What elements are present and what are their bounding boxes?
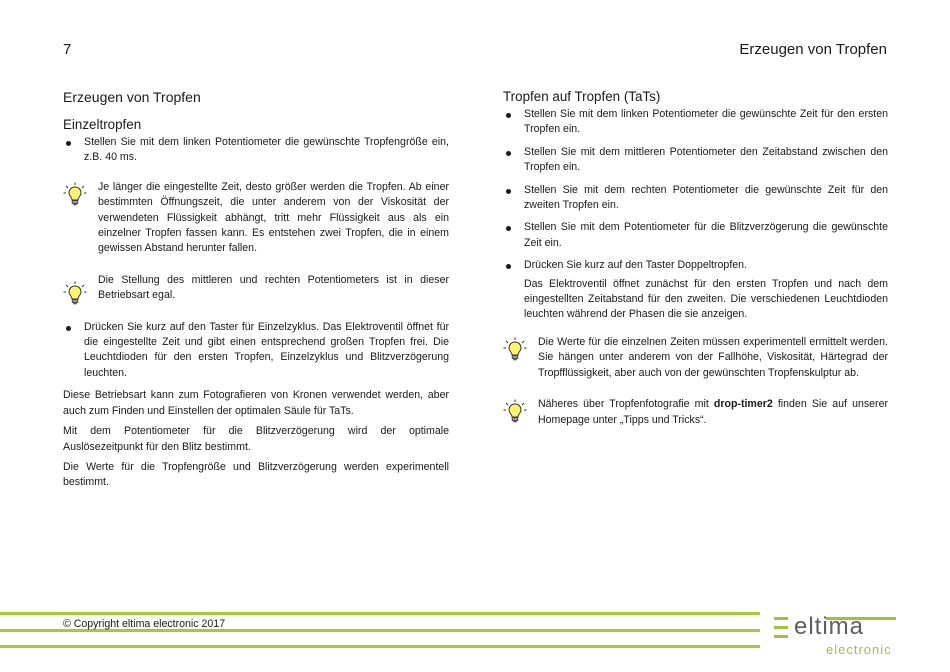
tip-text: Die Stellung des mittleren und rechten Potentiometers ist in dieser Betriebsart egal. <box>98 273 449 302</box>
page-number: 7 <box>63 41 72 58</box>
tip-box <box>503 397 888 428</box>
bullet-list <box>63 320 449 382</box>
tip-text: Näheres über Tropfenfotografie mit drop-timer2 finden Sie auf unserer Homepage unter „Tipps und Tricks“. <box>538 398 888 426</box>
tip-box <box>503 335 888 381</box>
tip-text: Je länger die eingestellte Zeit, desto größer werden die Tropfen. Ab einer bestimmten Öffnungszeit, die unter anderem von der Viskosität der verwendeten Flüssigkeit abhängt, tritt mehr Flüssigkeit aus als ein einzelner Tropfen fassen kann. Es entstehen zwei Tropfen, die in einem gewissen Abstand herunter fallen. <box>98 180 449 255</box>
tip-box <box>63 180 449 257</box>
lightbulb-icon <box>503 337 527 361</box>
product-name: drop-timer2 <box>713 398 773 411</box>
copyright-text: © Copyright eltima electronic 2017 <box>63 618 226 630</box>
bullet-list <box>63 135 449 166</box>
logo-wordmark: eltima <box>794 613 865 640</box>
subsection-heading-einzeltropfen: Einzeltropfen <box>63 117 142 132</box>
body-paragraph: Diese Betriebsart kann zum Fotografieren von Kronen verwendet werden, aber auch zum Finden und Einstellen der optimalen Säule für TaTs. <box>63 389 449 417</box>
list-item: Stellen Sie mit dem Potentiometer für die Blitzverzögerung die gewünschte Zeit ein. <box>503 220 888 251</box>
eltima-logo <box>774 613 904 662</box>
tip-box <box>63 273 449 304</box>
lightbulb-icon <box>503 399 527 423</box>
list-item: Drücken Sie kurz auf den Taster für Einzelzyklus. Das Elektroventil öffnet für die eingestellte Zeit und gibt einen entsprechend großen Tropfen frei. Die Leuchtdioden für den ersten Tropfen, Einzelzyklus und Blitzverzögerung leuchten. <box>63 320 449 382</box>
right-column <box>503 88 888 444</box>
list-item: Drücken Sie kurz auf den Taster Doppeltropfen. <box>503 258 888 273</box>
subsection-heading-tats: Tropfen auf Tropfen (TaTs) <box>503 89 661 104</box>
body-paragraph: Mit dem Potentiometer für die Blitzverzögerung wird der optimale Auslösezeitpunkt für den Blitz bestimmt. <box>63 425 449 453</box>
list-item: Stellen Sie mit dem rechten Potentiometer die gewünschte Zeit für den zweiten Tropfen ein. <box>503 183 888 214</box>
lightbulb-icon <box>63 281 87 305</box>
lightbulb-icon <box>63 182 87 206</box>
running-header-title: Erzeugen von Tropfen <box>739 41 887 58</box>
list-item: Stellen Sie mit dem mittleren Potentiometer den Zeitabstand zwischen den Tropfen ein. <box>503 145 888 176</box>
list-item: Stellen Sie mit dem linken Potentiometer die gewünschte Tropfengröße ein, z.B. 40 ms. <box>63 135 449 166</box>
list-item: Stellen Sie mit dem linken Potentiometer die gewünschte Zeit für den ersten Tropfen ein. <box>503 107 888 138</box>
body-paragraph: Das Elektroventil öffnet zunächst für den ersten Tropfen und nach dem eingestellten Zeitabstand für den zweiten. Die verschiedenen Leuchtdioden leuchten während der Phasen die sie anzeigen. <box>524 277 888 321</box>
tip-text: Die Werte für die einzelnen Zeiten müssen experimentell ermittelt werden. Sie hängen unter anderem von der Fallhöhe, Viskosität, Härtegrad der Tropfflüssigkeit, aber auch von der gewünschten Tropfenskulptur ab. <box>538 335 888 379</box>
logo-subtitle: electronic <box>826 642 892 657</box>
body-paragraph: Die Werte für die Tropfengröße und Blitzverzögerung werden experimentell bestimmt. <box>63 460 449 489</box>
section-heading: Erzeugen von Tropfen <box>63 89 201 105</box>
bullet-list <box>503 107 888 274</box>
left-column <box>63 88 449 496</box>
